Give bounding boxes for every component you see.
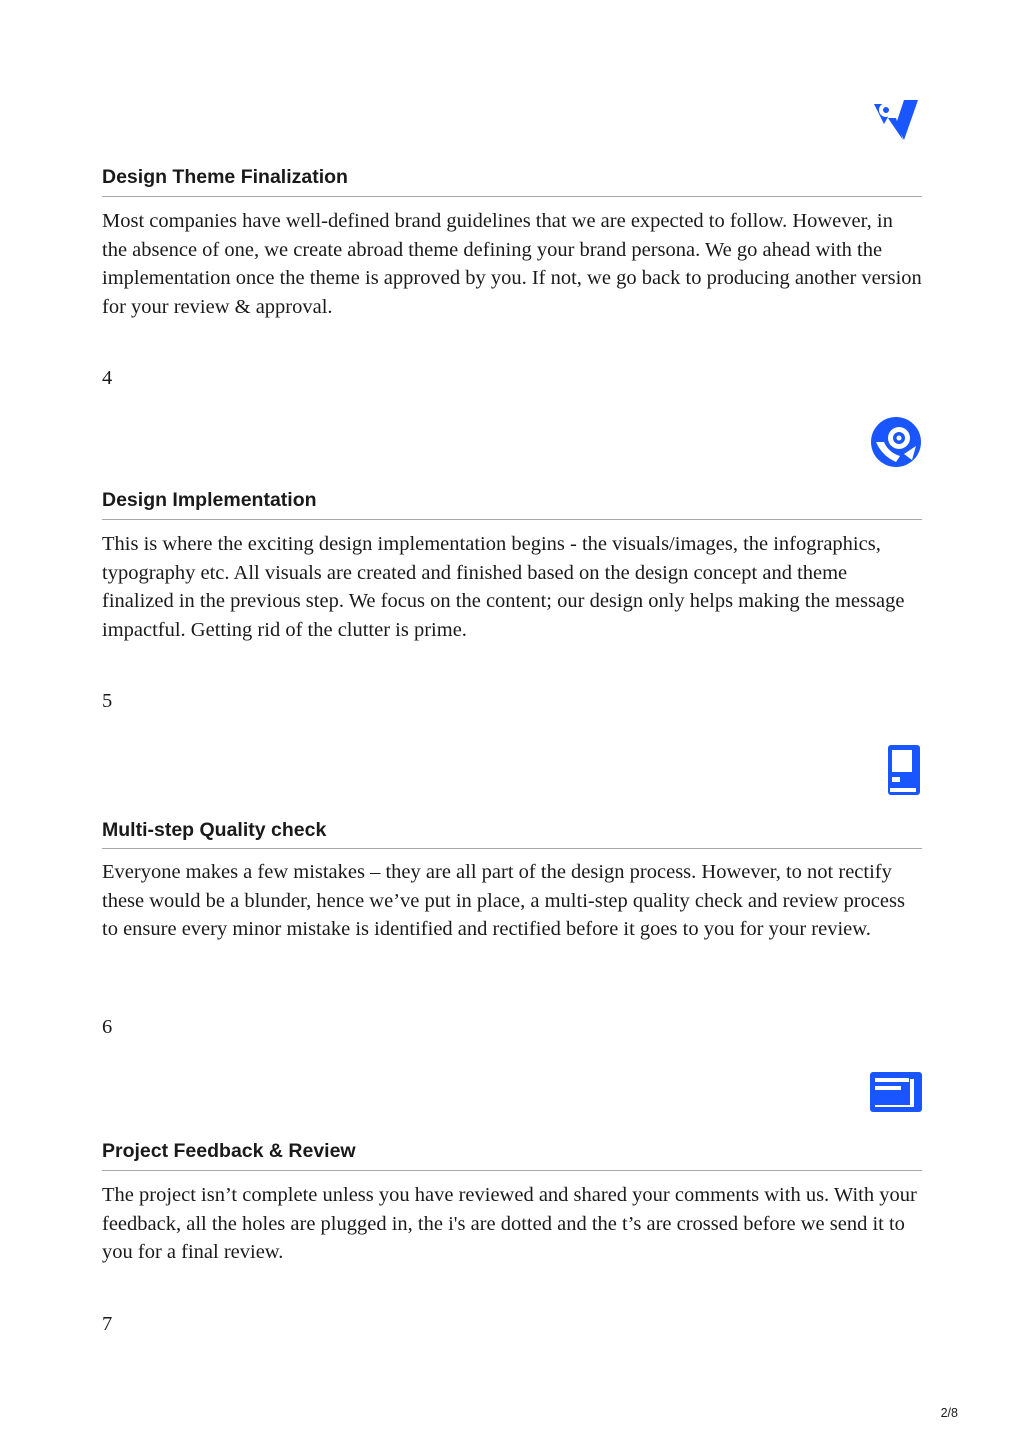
section-title: Project Feedback & Review [102, 1140, 356, 1162]
divider [102, 848, 922, 849]
page-number: 2/8 [940, 1406, 958, 1420]
step-number: 4 [102, 367, 113, 389]
divider [102, 519, 922, 520]
section-body: Everyone makes a few mistakes – they are all part of the design process. However, to not rectify these would be a blunder, hence we’ve put in place, a multi-step quality check and review process to ensure every minor mistake is identified and rectified before it goes to you for your review. [102, 861, 905, 941]
divider [102, 1170, 922, 1171]
section-title: Design Implementation [102, 489, 317, 511]
section-body: The project isn’t complete unless you have reviewed and shared your comments with us. With your feedback, all the holes are plugged in, the i's are dotted and the t’s are crossed before we send it to you for a final review. [102, 1184, 917, 1264]
feedback-review-icon [870, 1071, 922, 1123]
design-implementation-icon [870, 416, 922, 468]
section-body: Most companies have well-defined brand guidelines that we are expected to follow. However, in the absence of one, we create abroad theme defining your brand persona. We go ahead with the implementation once the theme is approved by you. If not, we go back to producing another version for your review & approval. [102, 210, 922, 318]
section-title: Design Theme Finalization [102, 166, 348, 188]
step-number: 5 [102, 690, 113, 712]
step-number: 7 [102, 1313, 113, 1335]
section-body: This is where the exciting design implementation begins - the visuals/images, the infographics, typography etc. All visuals are created and finished based on the design concept and theme finalized in the previous step. We focus on the content; our design only helps making the message impactful. Getting rid of the clutter is prime. [102, 533, 905, 641]
quality-check-icon [870, 744, 922, 796]
divider [102, 196, 922, 197]
step-number: 6 [102, 1016, 113, 1038]
design-theme-icon [870, 98, 922, 150]
section-title: Multi-step Quality check [102, 819, 327, 841]
